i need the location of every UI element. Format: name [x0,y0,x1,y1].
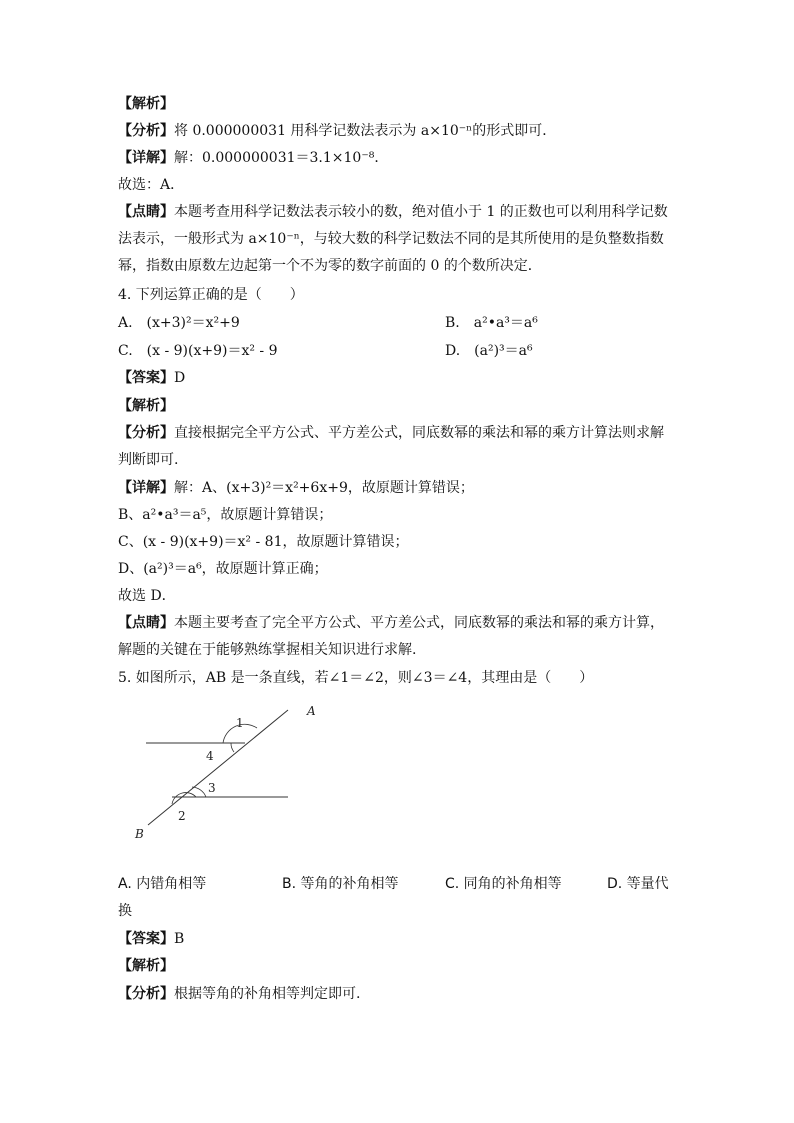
q3-detail [118,148,388,168]
q4-detail [118,478,474,498]
analysis-tag: 【解析】 [118,398,174,414]
q4-option-a: A. (x+3)²＝x²+9 [118,315,240,331]
q5-answer-value: B [174,931,185,947]
fenxi-tag: 【分析】 [118,123,174,139]
q4-option-c: C. (x - 9)(x+9)＝x² - 9 [118,343,278,359]
detail-tag: 【详解】 [118,150,174,166]
point-tag: 【点睛】 [118,204,174,220]
q4-fenxi-line2: 判断即可. [118,452,179,468]
q4-fenxi-line1: 直接根据完全平方公式、平方差公式，同底数幂的乘法和幂的乘方计算法则求解 [174,425,664,441]
q4-point-line2: 解题的关键在于能够熟练掌握相关知识进行求解. [118,642,417,658]
q4-answer-value: D [174,370,186,386]
answer-tag: 【答案】 [118,370,174,386]
q4-detail-d: D、(a²)³＝a⁶，故原题计算正确； [118,561,328,577]
q5-fenxi-text: 根据等角的补角相等判定即可. [174,986,361,1002]
q5-option-c: C. 同角的补角相等 [445,876,562,892]
analysis-tag: 【解析】 [118,958,174,974]
q5-option-d-wrap: 换 [118,903,132,919]
point-tag: 【点睛】 [118,615,174,631]
q5-option-b: B. 等角的补角相等 [282,876,399,892]
q3-detail-text: 解：0.000000031＝3.1×10⁻⁸． [174,150,389,166]
q4-detail-b: B、a²•a³＝a⁵，故原题计算错误； [118,507,333,523]
angle-4-arc [231,743,234,752]
q5-option-d: D. 等量代 [607,876,669,892]
label-3: 3 [208,781,216,795]
detail-tag: 【详解】 [118,480,174,496]
q4-option-b: B. a²•a³＝a⁶ [445,315,538,331]
q4-detail-a: 解：A、(x+3)²＝x²+6x+9，故原题计算错误； [174,480,474,496]
q5-fenxi [118,984,360,1004]
label-1: 1 [236,716,244,730]
q3-point-line2: 法表示，一般形式为 a×10⁻ⁿ，与较大数的科学记数法不同的是其所使用的是负整数指数 [118,231,664,247]
q3-fenxi [118,121,556,141]
q3-point [118,202,668,222]
q4-answer [118,368,185,388]
q3-point-line3: 幂，指数由原数左边起第一个不为零的数字前面的 0 的个数所决定． [118,258,542,274]
q4-detail-c: C、(x - 9)(x+9)＝x² - 81，故原题计算错误； [118,534,409,550]
q5-stem: 5. 如图所示，AB 是一条直线，若∠1＝∠2，则∠3＝∠4，其理由是（ ） [118,670,594,686]
q3-point-line1: 本题考查用科学记数法表示较小的数，绝对值小于 1 的正数也可以利用科学记数 [174,204,668,220]
q4-point [118,613,664,633]
q4-choice: 故选 D． [118,588,176,604]
q3-fenxi-text: 将 0.000000031 用科学记数法表示为 a×10⁻ⁿ的形式即可． [174,123,557,139]
analysis-tag: 【解析】 [118,96,174,112]
q4-option-d: D. (a²)³＝a⁶ [445,343,533,359]
q4-stem: 4. 下列运算正确的是（ ） [118,287,304,303]
label-b: B [135,827,144,841]
line-ab [148,710,288,825]
label-4: 4 [206,749,214,763]
fenxi-tag: 【分析】 [118,425,174,441]
q5-answer [118,929,184,949]
label-2: 2 [178,809,186,823]
q5-option-a: A. 内错角相等 [118,876,207,892]
angle-figure [130,700,330,845]
q3-choice: 故选：A． [118,177,185,193]
fenxi-tag: 【分析】 [118,986,174,1002]
answer-tag: 【答案】 [118,931,174,947]
q4-fenxi [118,423,664,443]
label-a: A [307,704,316,718]
q4-point-line1: 本题主要考查了完全平方公式、平方差公式，同底数幂的乘法和幂的乘方计算， [174,615,664,631]
